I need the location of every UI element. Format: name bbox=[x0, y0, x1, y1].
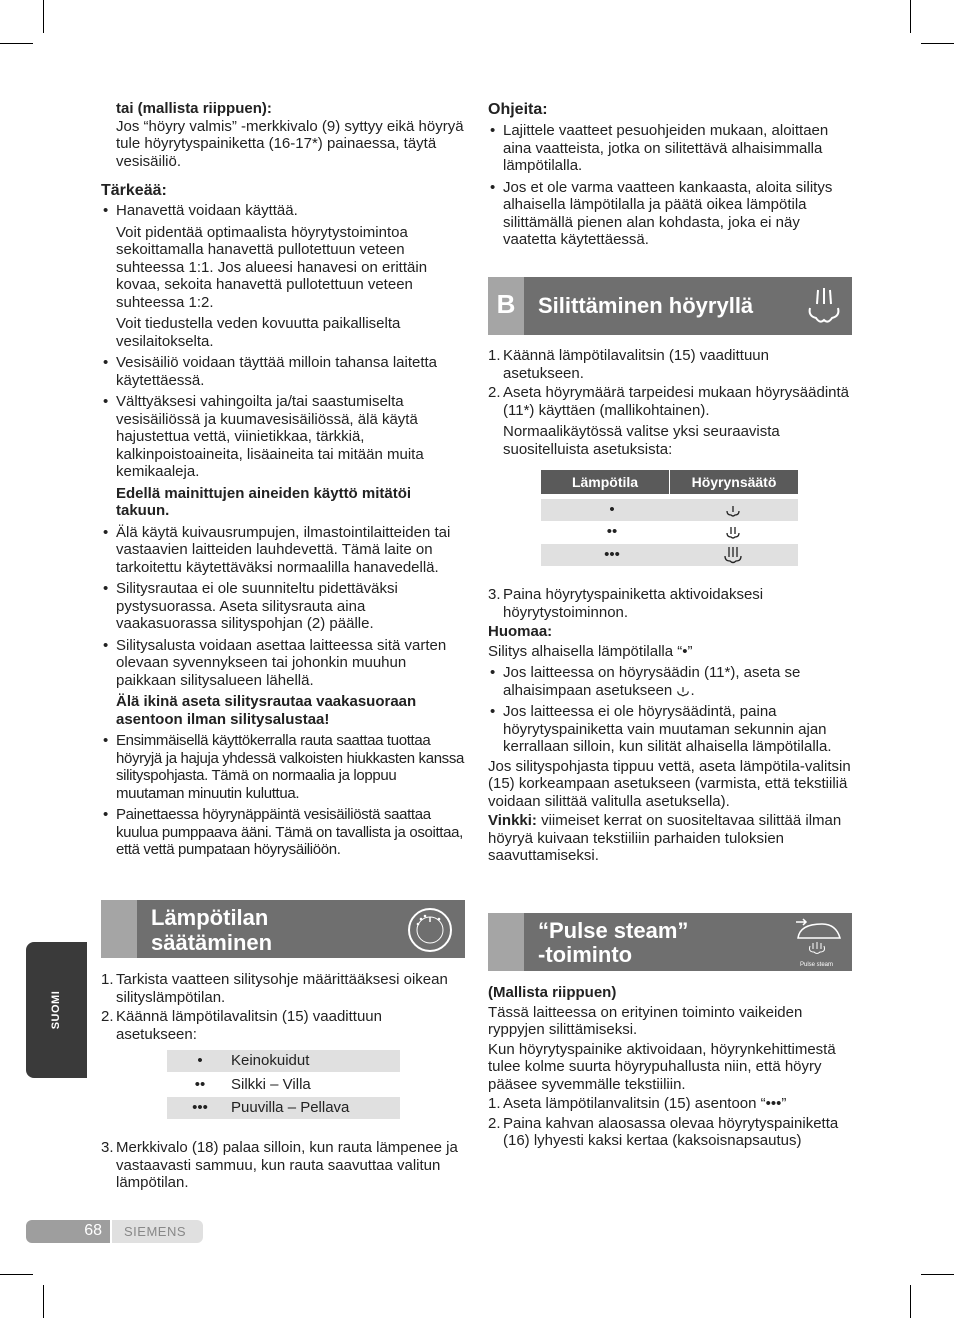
hint-paragraph: Vinkki: viimeiset kerrat on suositeltavaa silittää ilman höyryä kuivaan tekstiiliin parhaiden tuloksien saavuttamiseksi. bbox=[488, 812, 842, 864]
important-heading: Tärkeää: bbox=[101, 182, 167, 199]
brand-box bbox=[112, 1220, 203, 1243]
steam-medium-icon bbox=[725, 524, 741, 540]
paragraph: Jos silityspohjasta tippuu vettä, aseta lämpötila-valitsin (15) korkeampaan asetukseen (varmista, että tekstiiliä voidaan silittää valitulla asetuksella). bbox=[488, 757, 851, 810]
banner-title: Silittäminen höyryllä bbox=[538, 293, 754, 318]
temperature-step-3 bbox=[101, 1139, 465, 1192]
list-item: • Ensimmäisellä käyttökerralla rauta saattaa tuottaa höyryjä ja hajuja yhdessä valkoisten hiukkasten kanssa silityspohjasta. Tämä on normaalia ja loppuu muutaman minuutin kuluttua. bbox=[101, 732, 465, 802]
steam-section-banner bbox=[488, 277, 852, 335]
pulse-steam-banner bbox=[488, 913, 852, 971]
paragraph: Voit tiedustella veden kovuutta paikalliselta vesilaitokselta. bbox=[116, 315, 401, 350]
step-item: 1. Tarkista vaatteen silitysohje määrittääksesi oikean silityslämpötilan. bbox=[101, 971, 448, 1006]
table-row: •• Silkki – Villa bbox=[194, 1076, 311, 1093]
paragraph: Kun höyrytyspainike aktivoidaan, höyrynkehittimestä tulee kolme suurta höyrypuhallusta niin, että höyry pääsee syvemmälle tekstiiliin. bbox=[488, 1040, 836, 1093]
paragraph: Normaalikäytössä valitse yksi seuraavista suositelluista asetuksista: bbox=[503, 423, 780, 458]
list-item: • Vesisäiliö voidaan täyttää milloin tahansa laitetta käytettäessä. bbox=[101, 354, 465, 389]
table-header-cell: Lämpötila bbox=[541, 470, 669, 494]
step-item: 1. Käännä lämpötilavalitsin (15) vaadittuun asetukseen. bbox=[488, 347, 769, 382]
banner-title-line1: “Pulse steam” bbox=[538, 918, 689, 943]
intro-text: Jos “höyry valmis” -merkkivalo (9) syttyy eikä höyryä tule höyrytyspainiketta (16-17*) painaessa, täytä vesisäiliö. bbox=[116, 117, 464, 170]
banner-square bbox=[488, 277, 524, 335]
note-heading: Huomaa: bbox=[488, 623, 553, 640]
table-header-row bbox=[541, 470, 798, 494]
page-number: 68 bbox=[84, 1222, 102, 1239]
section-letter: B bbox=[496, 289, 516, 319]
banner-title-line2: säätäminen bbox=[151, 930, 273, 955]
crop-mark bbox=[921, 43, 954, 44]
step-item: 1. Aseta lämpötilanvalitsin (15) asentoon “•••” bbox=[488, 1095, 787, 1112]
steam-notes bbox=[488, 586, 852, 865]
pulse-icon-label: Pulse steam bbox=[800, 962, 834, 968]
step-item: 2. Käännä lämpötilavalitsin (15) vaadittuun asetukseen: bbox=[101, 1008, 382, 1043]
table-row: •• bbox=[541, 521, 798, 543]
warning-text: Älä ikinä aseta silitysrautaa vaakasuoraan asentoon ilman silitysalustaa! bbox=[116, 693, 417, 728]
list-item: • Silitysrautaa ei ole suunniteltu pidettäväksi pystysuorassa. Aseta silitysrauta aina vaakasuorassa silityspohjan (2) päälle. bbox=[101, 580, 465, 633]
banner-square bbox=[101, 900, 137, 958]
temperature-section-banner bbox=[101, 900, 465, 958]
language-tab: SUOMI bbox=[26, 942, 87, 1078]
step-item: 2. Aseta höyrymäärä tarpeidesi mukaan höyrysäädintä (11*) käyttäen (mallikohtainen). bbox=[488, 384, 850, 419]
list-item: • Jos et ole varma vaatteen kankaasta, aloita silitys alhaisella lämpötilalla ja päätä oikea lämpötila silittämällä pienen alan kohdasta, joka ei näy vaatetta käytettäessä. bbox=[488, 179, 852, 249]
step-item: 3. Paina höyrytyspainiketta aktivoidaksesi höyrytystoiminnon. bbox=[488, 586, 764, 621]
step-item: 3. Merkkivalo (18) palaa silloin, kun rauta lämpenee ja vastaavasti sammuu, kun rauta saavuttaa valitun lämpötilan. bbox=[101, 1139, 458, 1191]
banner-square bbox=[488, 913, 524, 971]
steam-low-icon bbox=[676, 684, 690, 697]
crop-mark bbox=[910, 0, 911, 33]
step-item: 2. Paina kahvan alaosassa olevaa höyrytyspainiketta (16) lyhyesti kaksi kertaa (kaksoisnapsautus) bbox=[488, 1114, 839, 1149]
list-item: • Silitysalusta voidaan asettaa laitteessa sitä varten olevaan syvennykseen tai johonkin muuhun paikkaan silitysalueen lähellä. bbox=[101, 637, 465, 690]
list-item: • Jos laitteessa ei ole höyrysäädintä, paina höyrytyspainiketta vain muutaman sekunnin ajan kerrallaan silloin, kun silität alhaisella lämpötilalla. bbox=[488, 703, 852, 756]
tips-section bbox=[488, 100, 852, 249]
steam-low-icon bbox=[725, 503, 741, 517]
page-number-box bbox=[26, 1220, 110, 1243]
pulse-steam-icon bbox=[792, 916, 846, 968]
crop-mark bbox=[0, 1274, 33, 1275]
table-row: ••• Puuvilla – Pellava bbox=[167, 1097, 400, 1119]
table-row: ••• bbox=[541, 544, 798, 566]
temperature-dial-icon bbox=[406, 907, 454, 953]
warning-text: Edellä mainittujen aineiden käyttö mitätöi takuun. bbox=[116, 484, 412, 519]
steam-steps bbox=[488, 347, 852, 458]
paragraph: Tässä laitteessa on erityinen toiminto vaikeiden ryppyjen silittämiseksi. bbox=[488, 1003, 803, 1038]
tips-heading: Ohjeita: bbox=[488, 101, 548, 118]
list-item: • Älä käytä kuivausrumpujen, ilmastointilaitteiden tai vastaavien laitteiden lauhdevettä. Tämä laite on tarkoitettu käytettäväksi normaalilla hanavedellä. bbox=[101, 524, 465, 577]
brand-name: SIEMENS bbox=[124, 1224, 187, 1239]
temperature-steps bbox=[101, 971, 465, 1043]
steam-high-icon bbox=[723, 545, 743, 565]
table-row: • Keinokuidut bbox=[167, 1050, 400, 1072]
banner-title-line1: Lämpötilan bbox=[151, 905, 269, 930]
crop-mark bbox=[43, 0, 44, 33]
crop-mark bbox=[0, 43, 33, 44]
intro-heading: tai (mallista riippuen): bbox=[116, 100, 272, 117]
list-item: • Jos laitteessa on höyrysäädin (11*), aseta se alhaisimpaan asetukseen . bbox=[488, 664, 852, 699]
note-text: Silitys alhaisella lämpötilalla “•” bbox=[488, 642, 693, 660]
paragraph: Voit pidentää optimaalista höyrytystoimintoa sekoittamalla hanavettä pullotettuun veteen suhteessa 1:1. Jos alueesi hanavesi on erittäin kovaa, sekoita hanavettä pullotettuun veteen suhteessa 1:2. bbox=[116, 223, 428, 311]
crop-mark bbox=[910, 1285, 911, 1318]
list-item: • Hanavettä voidaan käyttää. bbox=[101, 202, 465, 220]
table-header-cell: Höyrynsäätö bbox=[670, 470, 798, 494]
model-note: (Mallista riippuen) bbox=[488, 984, 617, 1001]
pulse-steam-section bbox=[488, 984, 852, 1150]
list-item: • Välttyäksesi vahingoilta ja/tai saastumiselta vesisäiliössä ja kuumavesisäiliössä, älä käytä hajustettua vettä, viinietikkaa, tärkkiä, kalkinpoistoaineita, lisäaineita tai mitään muita kemikaaleja. bbox=[101, 393, 465, 481]
left-column bbox=[101, 100, 465, 859]
crop-mark bbox=[921, 1274, 954, 1275]
list-item: • Lajittele vaatteet pesuohjeiden mukaan, aloittaen aina vaatteista, jotka on silitettävä alhaisimmalla lämpötilalla. bbox=[488, 122, 852, 175]
banner-title-line2: -toiminto bbox=[538, 942, 633, 967]
list-item: • Painettaessa höyrynäppäintä vesisäiliöstä saattaa kuulua pumppaava ääni. Tämä on tavallista ja osoittaa, että vettä pumpataan höyrysäiliöön. bbox=[101, 806, 465, 859]
steam-icon bbox=[806, 286, 842, 326]
crop-mark bbox=[43, 1285, 44, 1318]
table-row: • bbox=[541, 499, 798, 521]
